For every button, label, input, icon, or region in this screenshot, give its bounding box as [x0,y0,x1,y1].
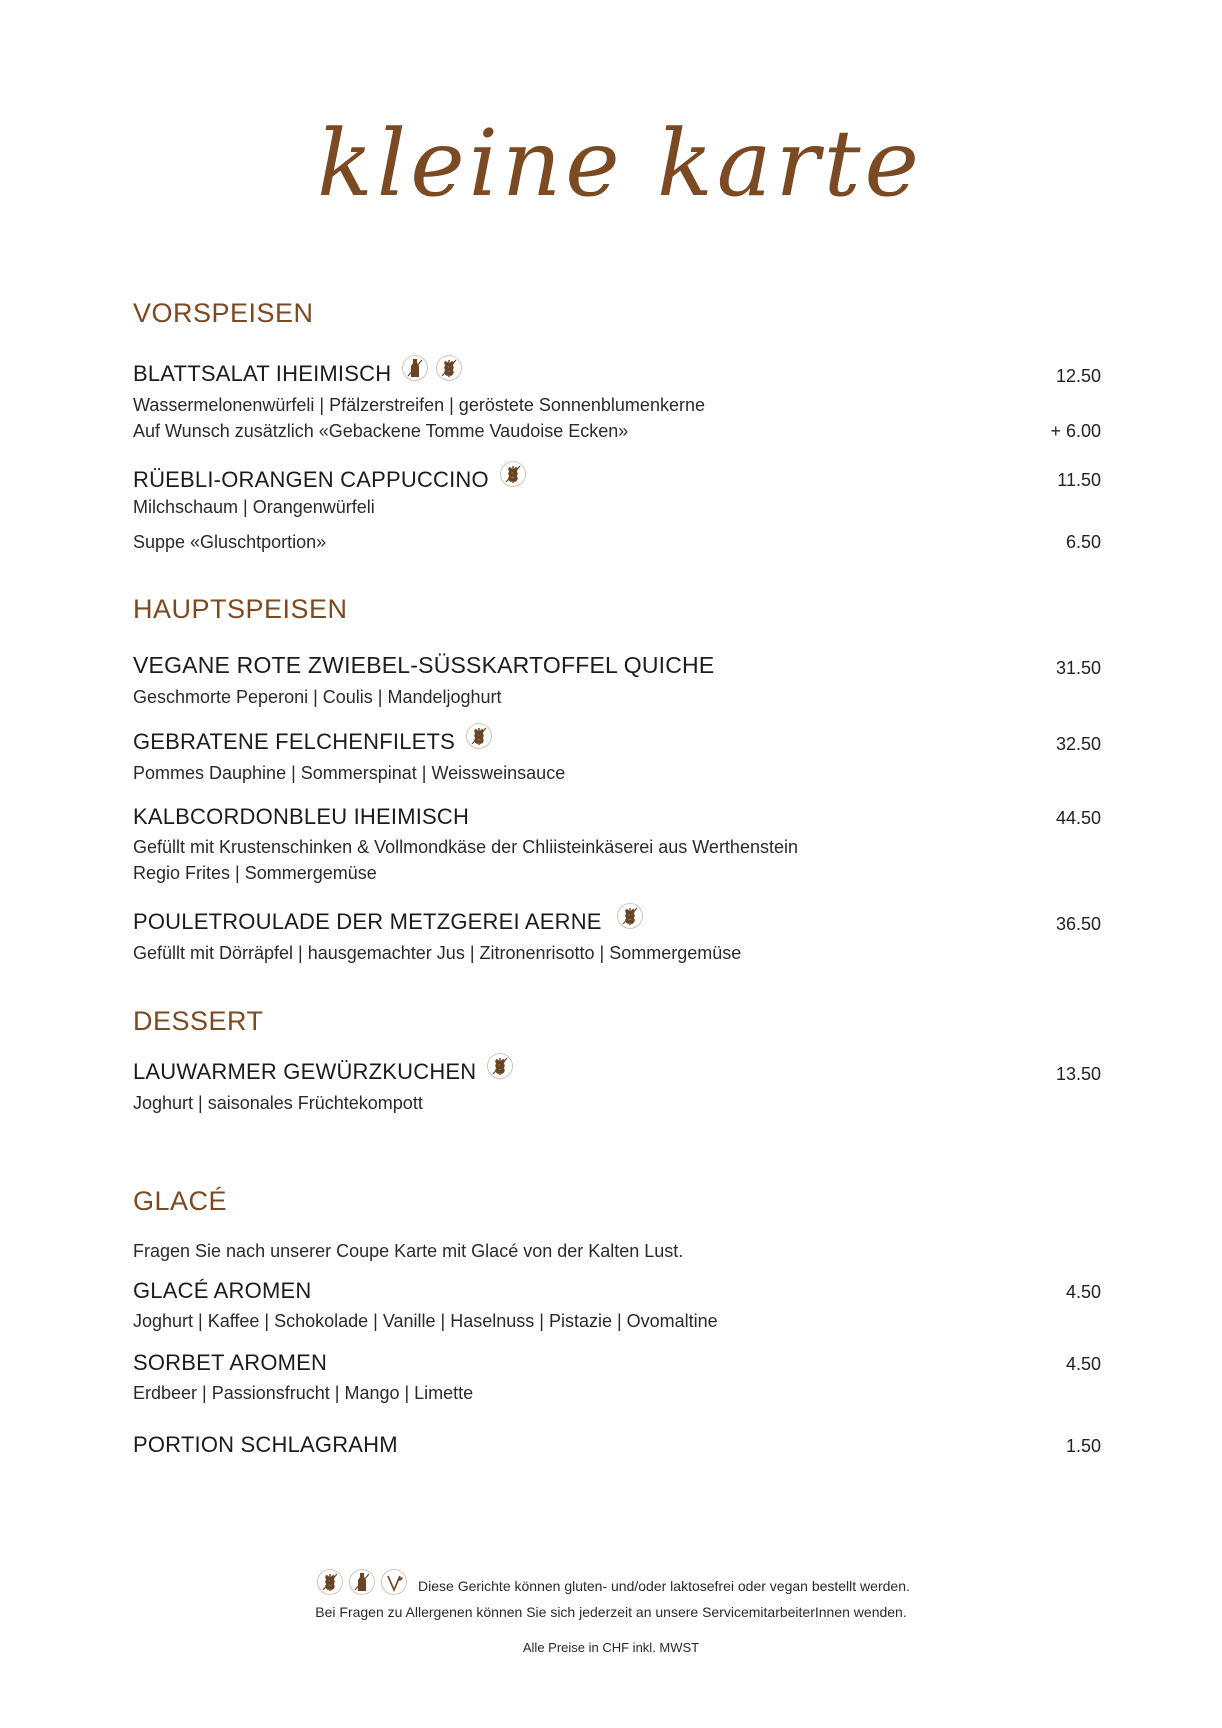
item-description: Wassermelonenwürfeli | Pfälzerstreifen | geröstete Sonnenblumenkerne [133,395,705,415]
menu-item [133,1278,1101,1304]
wheat-icon [435,354,463,382]
item-name: VEGANE ROTE ZWIEBEL-SÜSSKARTOFFEL QUICHE [133,652,715,678]
item-description: Joghurt | Kaffee | Schokolade | Vanille | Haselnuss | Pistazie | Ovomaltine [133,1311,718,1331]
item-extra-text: Auf Wunsch zusätzlich «Gebackene Tomme Vaudoise Ecken» [133,421,629,441]
item-price: 31.50 [1055,658,1101,678]
item-price: 12.50 [1055,366,1101,386]
glace-intro: Fragen Sie nach unserer Coupe Karte mit Glacé von der Kalten Lust. [133,1241,684,1261]
item-extra-price: + 6.00 [1050,421,1101,441]
menu-title-text: kleine karte [320,110,920,217]
menu-item [133,908,1101,936]
menu-item [133,804,1101,830]
item-description: Gefüllt mit Krustenschinken & Vollmondkäse der Chliisteinkäserei aus Werthenstein [133,837,798,857]
milk-bottle-icon [348,1568,376,1596]
item-name: GEBRATENE FELCHENFILETS [133,729,456,754]
section-heading-glace: GLACÉ [133,1186,228,1216]
section-heading-vorspeisen: VORSPEISEN [133,298,314,328]
footer-line-1: Diese Gerichte können gluten- und/oder laktosefrei oder vegan bestellt werden. [418,1578,910,1594]
section-heading-hauptspeisen: HAUPTSPEISEN [133,594,348,624]
wheat-icon [616,902,644,930]
item-price: 36.50 [1055,914,1101,934]
footer-line-2: Bei Fragen zu Allergenen können Sie sich jederzeit an unsere ServicemitarbeiterInnen wenden. [315,1604,907,1620]
item-name: BLATTSALAT IHEIMISCH [133,361,392,386]
menu-item [133,1350,1101,1376]
item-name: LAUWARMER GEWÜRZKUCHEN [133,1059,477,1084]
item-description: Regio Frites | Sommergemüse [133,863,377,883]
item-name: RÜEBLI-ORANGEN CAPPUCCINO [133,467,489,492]
milk-bottle-icon [401,354,429,382]
menu-item [133,728,1101,756]
item-description: Pommes Dauphine | Sommerspinat | Weissweinsauce [133,763,566,783]
wheat-icon [486,1052,514,1080]
item-description: Joghurt | saisonales Früchtekompott [133,1093,423,1113]
item-name: SORBET AROMEN [133,1350,328,1375]
footer-note [0,1568,1222,1596]
item-description: Milchschaum | Orangenwürfeli [133,497,375,517]
item-name: PORTION SCHLAGRAHM [133,1432,398,1457]
item-name: GLACÉ AROMEN [133,1278,312,1303]
item-description: Geschmorte Peperoni | Coulis | Mandeljoghurt [133,687,502,707]
item-name: Suppe «Gluschtportion» [133,532,327,552]
menu-item [133,466,1101,494]
item-description: Gefüllt mit Dörräpfel | hausgemachter Jus | Zitronenrisotto | Sommergemüse [133,943,742,963]
menu-item [133,1058,1101,1086]
item-description: Erdbeer | Passionsfrucht | Mango | Limette [133,1383,474,1403]
item-price: 1.50 [1065,1436,1101,1456]
footer-icons [312,1568,408,1596]
item-name: KALBCORDONBLEU IHEIMISCH [133,804,470,829]
item-price: 11.50 [1057,470,1101,490]
item-price: 13.50 [1055,1064,1101,1084]
item-price: 6.50 [1065,532,1101,552]
menu-item [133,1432,1101,1458]
menu-item [133,532,1101,553]
item-price: 44.50 [1055,808,1101,828]
item-name: POULETROULADE DER METZGEREI AERNE [133,909,602,934]
wheat-icon [465,722,493,750]
menu-item [133,652,1101,679]
menu-title-script [320,95,920,235]
item-price: 4.50 [1065,1282,1101,1302]
wheat-icon [499,460,527,488]
section-heading-dessert: DESSERT [133,1006,264,1036]
item-price: 4.50 [1065,1354,1101,1374]
menu-item [133,360,1101,388]
item-price: 32.50 [1055,734,1101,754]
footer-line-3: Alle Preise in CHF inkl. MWST [522,1640,700,1655]
leaf-icon [380,1568,408,1596]
menu-title [320,95,920,235]
wheat-icon [316,1568,344,1596]
item-extra [133,418,1101,445]
